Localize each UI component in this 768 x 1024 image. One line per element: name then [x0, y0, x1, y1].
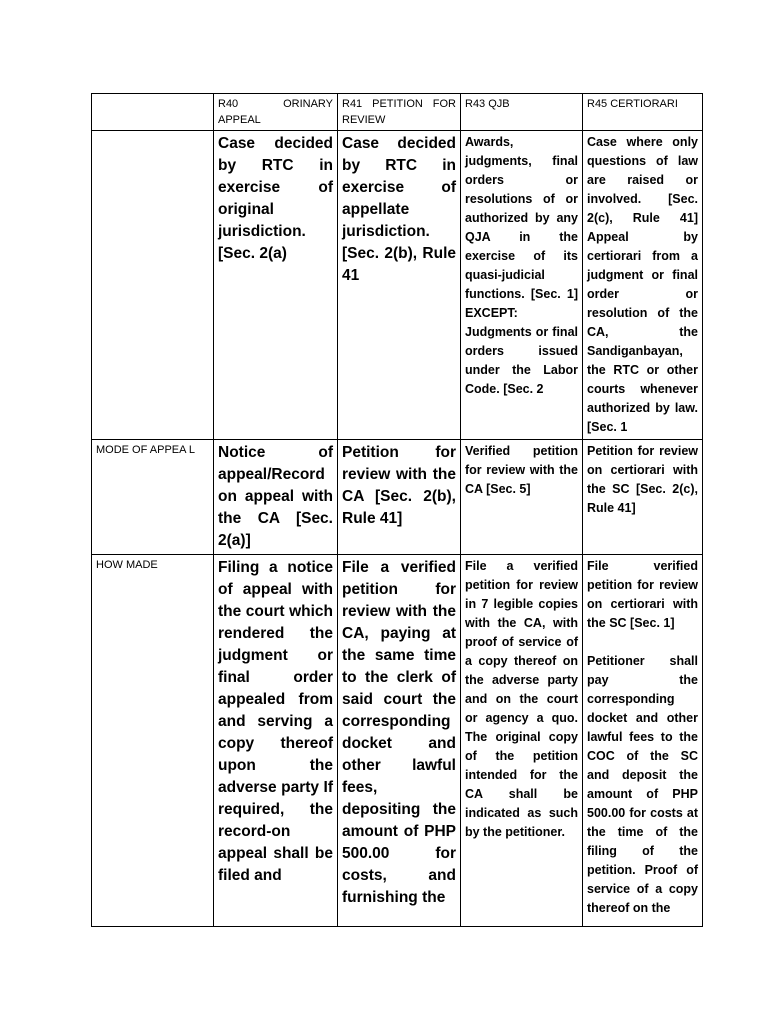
table-row-subject: [92, 131, 703, 440]
row-label-how-made: HOW MADE: [92, 555, 214, 927]
row-label-mode-of-appeal: MODE OF APPEA L: [92, 440, 214, 555]
cell-r45-mode: Petition for review on certiorari with the SC [Sec. 2(c), Rule 41]: [583, 440, 703, 555]
table-row-how-made: [92, 555, 703, 927]
table-row-mode-of-appeal: [92, 440, 703, 555]
cell-r41-mode: Petition for review with the CA [Sec. 2(b), Rule 41]: [338, 440, 461, 555]
header-cell-r40: R40 ORINARY APPEAL: [214, 94, 338, 131]
row-label-subject: [92, 131, 214, 440]
header-cell-blank: [92, 94, 214, 131]
header-cell-r45: R45 CERTIORARI: [583, 94, 703, 131]
cell-r45-how-made: [583, 555, 703, 927]
header-cell-r41: R41 PETITION FOR REVIEW: [338, 94, 461, 131]
appeals-comparison-table: [91, 93, 703, 927]
cell-r43-subject: Awards, judgments, final orders or resolutions of or authorized by any QJA in the exercise of its quasi-judicial functions. [Sec. 1] EXCEPT: Judgments or final orders issued under the Labor Code. [Sec. 2: [461, 131, 583, 440]
cell-r43-mode: Verified petition for review with the CA [Sec. 5]: [461, 440, 583, 555]
cell-r45-how-made-para-2: Petitioner shall pay the corresponding docket and other lawful fees to the COC of the SC and deposit the amount of PHP 500.00 for costs at the time of the filing of the petition. Proof of service of a copy thereof on the: [587, 654, 698, 915]
cell-r45-how-made-para-1: File verified petition for review on certiorari with the SC [Sec. 1]: [587, 559, 698, 630]
cell-r40-how-made: Filing a notice of appeal with the court which rendered the judgment or final order appealed from and serving a copy thereof upon the adverse party If required, the record-on appeal shall be filed and: [214, 555, 338, 927]
cell-r45-subject: Case where only questions of law are raised or involved. [Sec. 2(c), Rule 41] Appeal by certiorari from a judgment or final order or resolution of the CA, the Sandiganbayan, the RTC or other courts whenever authorized by law. [Sec. 1: [583, 131, 703, 440]
cell-r40-subject: Case decided by RTC in exercise of original jurisdiction. [Sec. 2(a): [214, 131, 338, 440]
header-cell-r43: R43 QJB: [461, 94, 583, 131]
paragraph-gap: [587, 633, 698, 652]
cell-r41-subject: Case decided by RTC in exercise of appellate jurisdiction. [Sec. 2(b), Rule 41: [338, 131, 461, 440]
cell-r41-how-made: File a verified petition for review with the CA, paying at the same time to the clerk of said court the corresponding docket and other lawful fees, depositing the amount of PHP 500.00 for costs, and furnishing the: [338, 555, 461, 927]
cell-r43-how-made: File a verified petition for review in 7 legible copies with the CA, with proof of service of a copy thereof on the adverse party and on the court or agency a quo. The original copy of the petition intended for the CA shall be indicated as such by the petitioner.: [461, 555, 583, 927]
header-row: [92, 94, 703, 131]
cell-r40-mode: Notice of appeal/Record on appeal with the CA [Sec. 2(a)]: [214, 440, 338, 555]
